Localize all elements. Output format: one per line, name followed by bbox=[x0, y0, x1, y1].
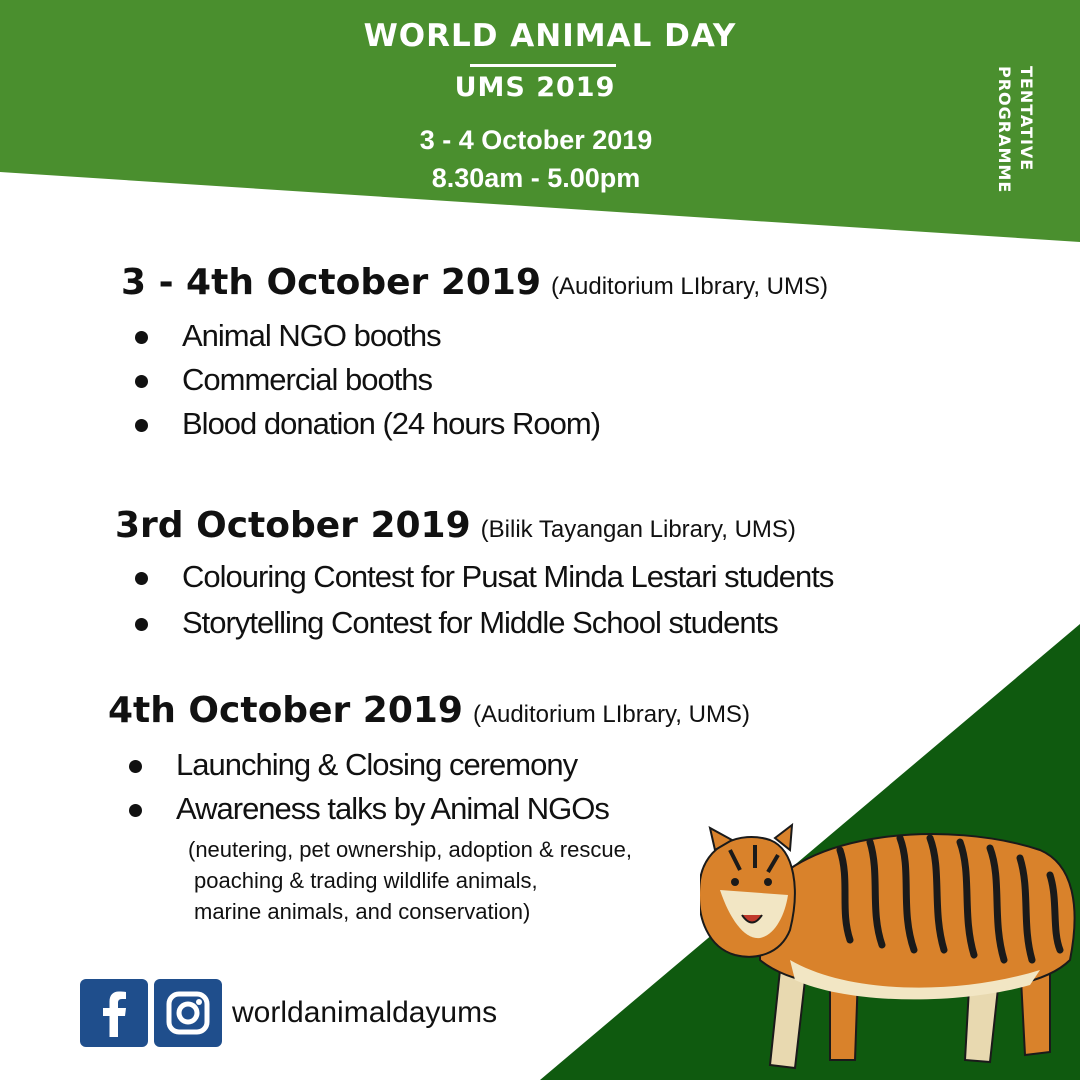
list-item: Storytelling Contest for Middle School students bbox=[135, 605, 833, 651]
section-heading-2 bbox=[115, 505, 796, 546]
bullet bbox=[135, 572, 148, 585]
instagram-icon[interactable] bbox=[154, 979, 222, 1047]
event-time: 8.30am - 5.00pm bbox=[431, 163, 641, 193]
section-location-3: (Auditorium LIbrary, UMS) bbox=[472, 701, 750, 728]
note-line: (neutering, pet ownership, adoption & rescue, bbox=[188, 837, 632, 862]
bullet bbox=[135, 618, 148, 631]
list-item: Commercial booths bbox=[135, 362, 600, 406]
section-heading-1 bbox=[121, 262, 828, 303]
event-title: WORLD ANIMAL DAY bbox=[363, 18, 737, 54]
list-item: Colouring Contest for Pusat Minda Lestari students bbox=[135, 559, 833, 605]
section-location-1: (Auditorium LIbrary, UMS) bbox=[551, 273, 828, 300]
social-handle[interactable]: worldanimaldayums bbox=[232, 996, 498, 1029]
vertical-line-2: PROGRAMME bbox=[995, 66, 1014, 194]
vertical-line-1: TENTATIVE bbox=[1017, 66, 1036, 172]
section-list-2 bbox=[135, 559, 833, 651]
bullet bbox=[135, 419, 148, 432]
list-item: Blood donation (24 hours Room) bbox=[135, 406, 600, 450]
section-list-3 bbox=[129, 747, 609, 835]
social-links bbox=[80, 979, 497, 1047]
note-line: poaching & trading wildlife animals, bbox=[194, 868, 538, 893]
section-date-3: 4th October 2019 bbox=[108, 690, 463, 731]
awareness-note bbox=[188, 834, 632, 927]
facebook-icon[interactable] bbox=[80, 979, 148, 1047]
section-location-2: (Bilik Tayangan Library, UMS) bbox=[480, 516, 796, 543]
section-heading-3 bbox=[108, 690, 750, 731]
list-item: Animal NGO booths bbox=[135, 318, 600, 362]
section-list-1 bbox=[135, 318, 600, 450]
tiger-illustration bbox=[700, 820, 1080, 1080]
bullet bbox=[129, 804, 142, 817]
tentative-programme-label bbox=[975, 66, 1037, 216]
list-item: Launching & Closing ceremony bbox=[129, 747, 609, 791]
bullet bbox=[135, 375, 148, 388]
title-underline bbox=[470, 64, 616, 67]
note-line: marine animals, and conservation) bbox=[194, 899, 531, 924]
bullet bbox=[129, 760, 142, 773]
bullet bbox=[135, 331, 148, 344]
event-subtitle: UMS 2019 bbox=[454, 72, 616, 103]
section-date-1: 3 - 4th October 2019 bbox=[121, 262, 542, 303]
section-date-2: 3rd October 2019 bbox=[115, 505, 471, 546]
list-item: Awareness talks by Animal NGOs bbox=[129, 791, 609, 835]
event-dates: 3 - 4 October 2019 bbox=[419, 125, 653, 155]
